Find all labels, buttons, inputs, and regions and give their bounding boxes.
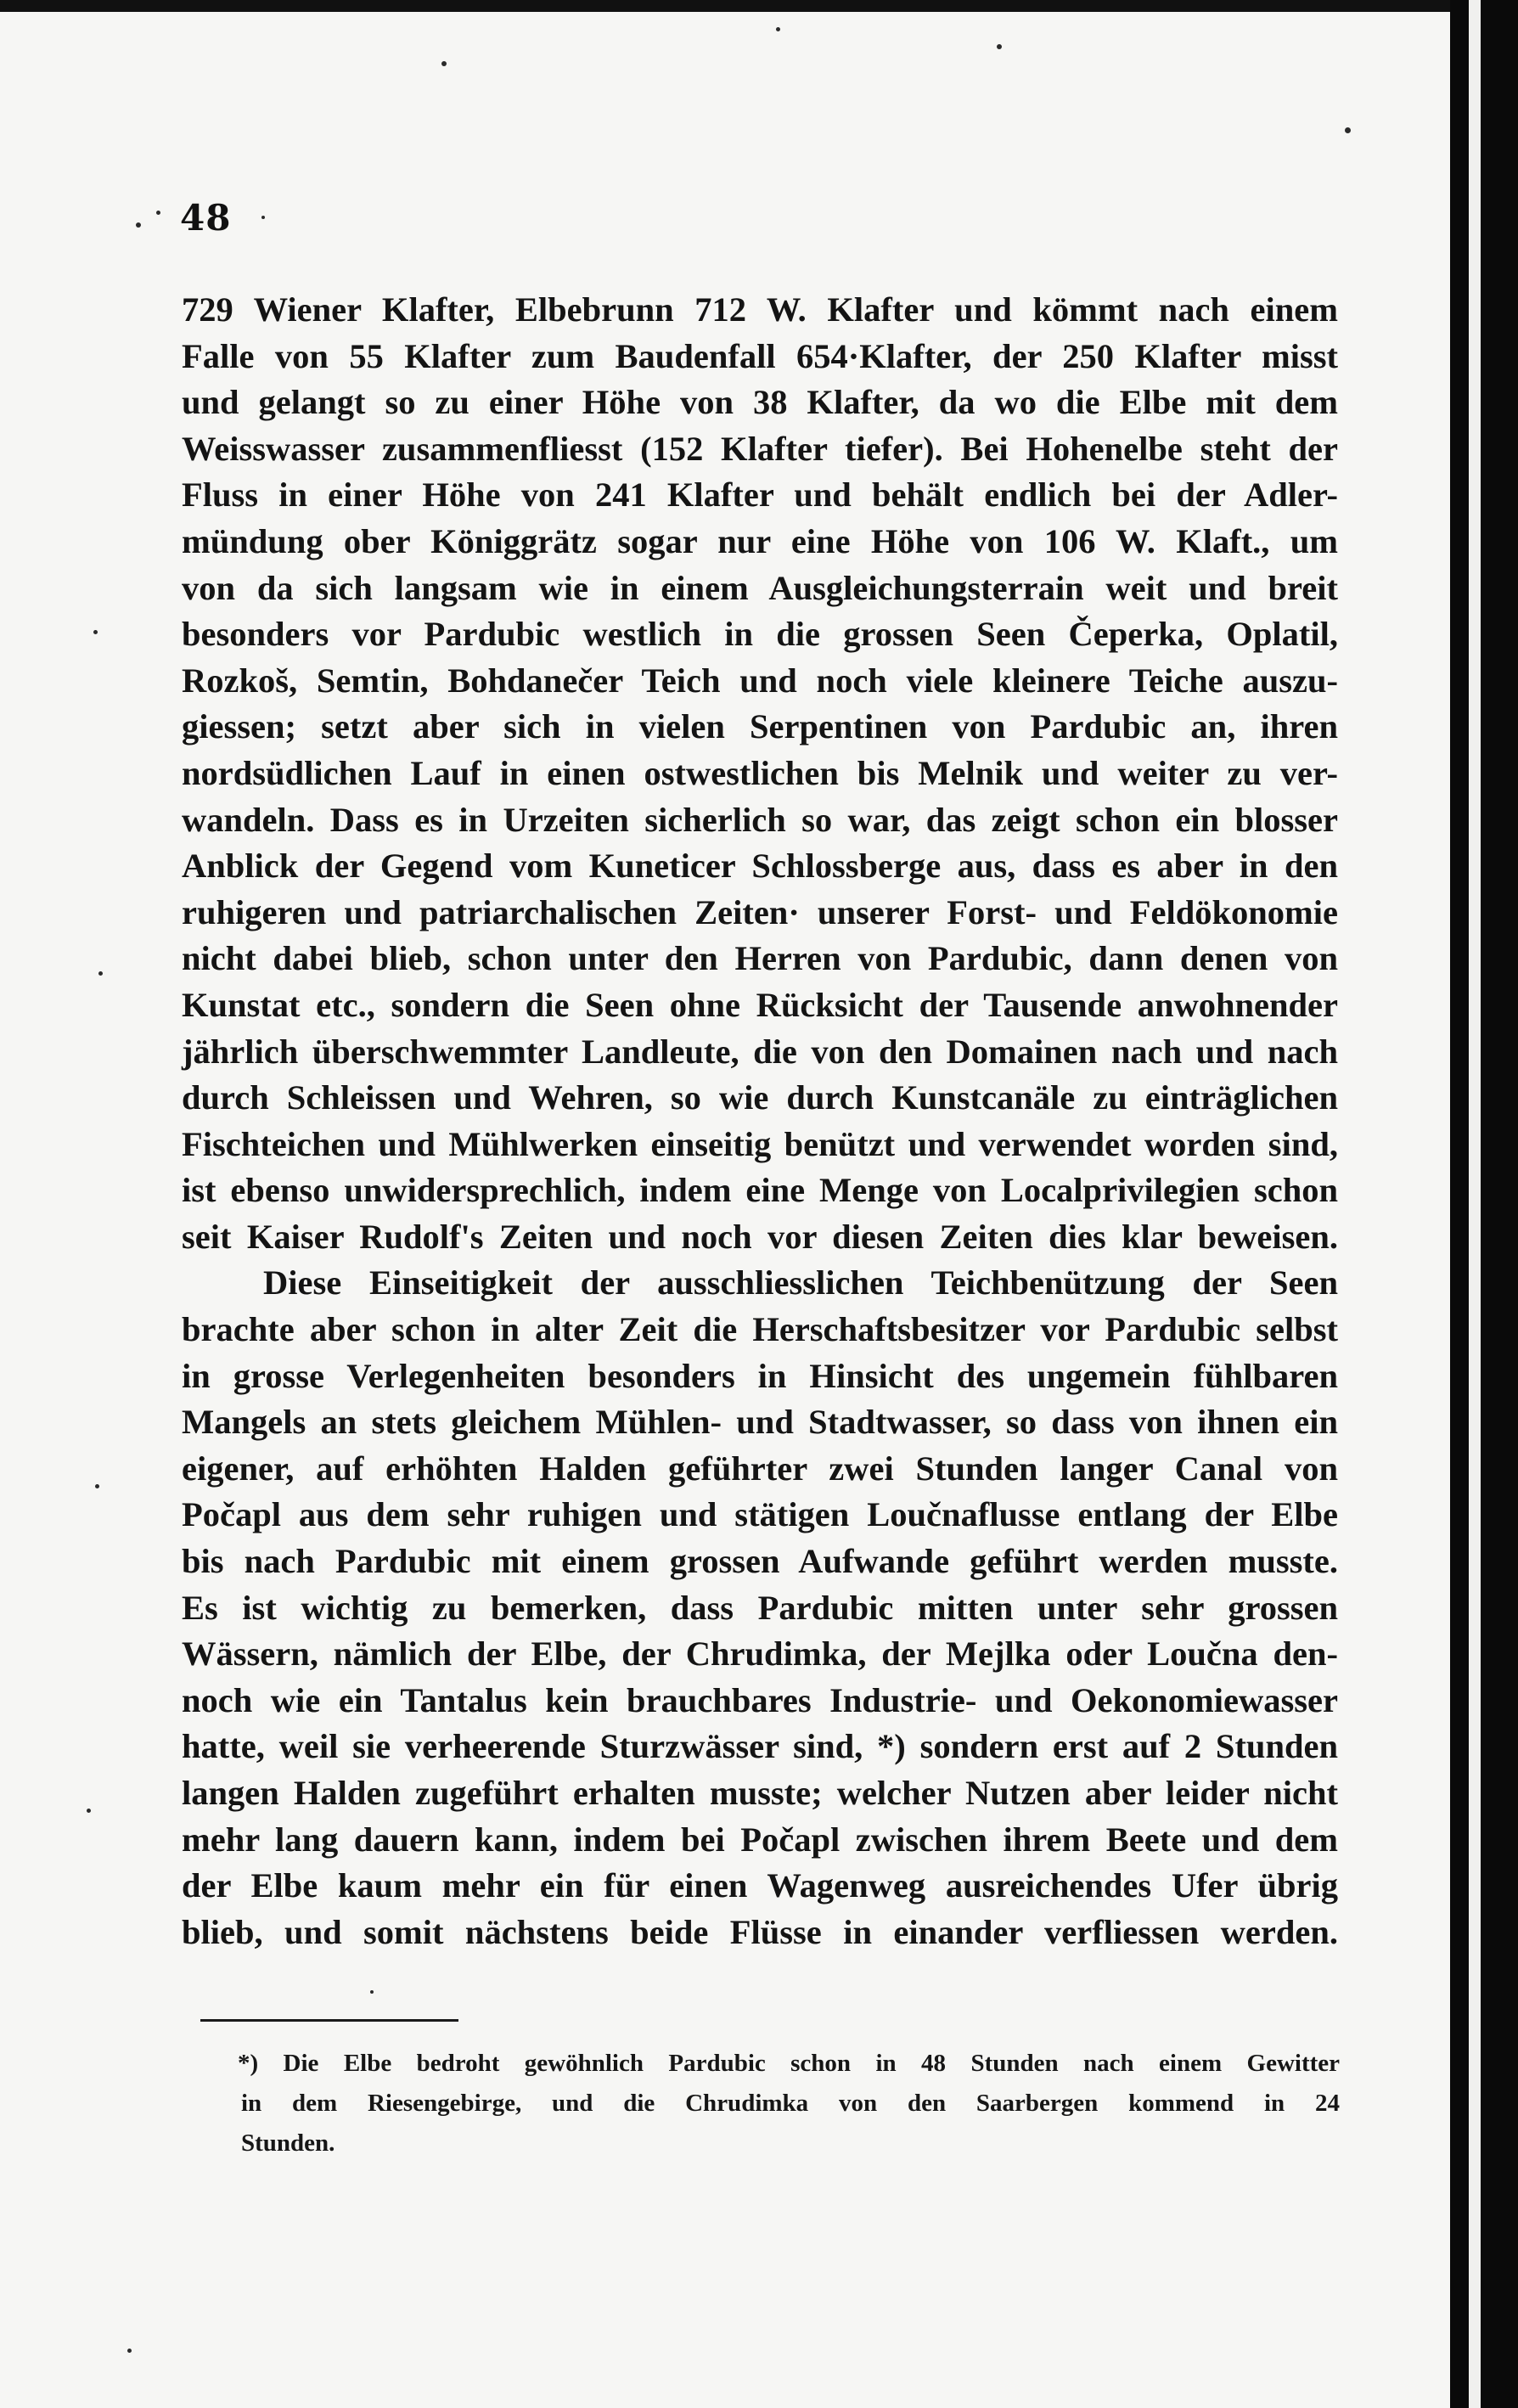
text-line: Fischteichen und Mühlwerken einseitig benützt und verwendet worden sind,: [182, 1124, 1338, 1163]
text-line: ist ebenso unwidersprechlich, indem eine Menge von Localprivilegien schon: [182, 1171, 1338, 1210]
text-line: Falle von 55 Klafter zum Baudenfall 654·Klafter, der 250 Klafter misst: [182, 336, 1338, 375]
scan-speck: [156, 211, 160, 215]
text-line: und gelangt so zu einer Höhe von 38 Klafter, da wo die Elbe mit dem: [182, 383, 1338, 422]
footnote-divider: [200, 2019, 458, 2022]
scan-speck: [93, 630, 98, 634]
text-line: der Elbe kaum mehr ein für einen Wagenweg ausreichendes Ufer übrig: [182, 1866, 1338, 1905]
scan-speck: [87, 1809, 91, 1813]
text-line: Weisswasser zusammenfliesst (152 Klafter tiefer). Bei Hohenelbe steht der: [182, 429, 1338, 468]
text-line: Anblick der Gegend vom Kuneticer Schlossberge aus, dass es aber in den: [182, 847, 1338, 886]
scan-right-border: [1450, 0, 1518, 2408]
footnote: [238, 2044, 1340, 2163]
footnote-line: in dem Riesengebirge, und die Chrudimka von den Saarbergen kommend in 24: [241, 2090, 1340, 2117]
text-line: hatte, weil sie verheerende Sturzwässer sind, *) sondern erst auf 2 Stunden: [182, 1727, 1338, 1766]
text-line: Kunstat etc., sondern die Seen ohne Rücksicht der Tausende anwohnender: [182, 985, 1338, 1024]
text-line: langen Halden zugeführt erhalten musste; welcher Nutzen aber leider nicht: [182, 1774, 1338, 1812]
text-line: jährlich überschwemmter Landleute, die von den Domainen nach und nach: [182, 1032, 1338, 1071]
text-line: wandeln. Dass es in Urzeiten sicherlich so war, das zeigt schon ein blosser: [182, 800, 1338, 839]
text-line: bis nach Pardubic mit einem grossen Aufwande geführt werden musste.: [182, 1542, 1338, 1581]
scan-top-border: [0, 0, 1518, 12]
scan-speck: [441, 61, 447, 66]
text-line: Wässern, nämlich der Elbe, der Chrudimka, der Mejlka oder Loučna den-: [182, 1634, 1338, 1674]
scan-speck: [997, 44, 1002, 49]
scan-speck: [261, 216, 265, 219]
text-line: mündung ober Königgrätz sogar nur eine Höhe von 106 W. Klaft., um: [182, 521, 1338, 560]
scan-speck: [127, 2349, 132, 2353]
scan-speck: [136, 222, 141, 228]
text-line: besonders vor Pardubic westlich in die grossen Seen Čeperka, Oplatil,: [182, 615, 1338, 654]
scan-speck: [95, 1484, 99, 1488]
text-line: blieb, und somit nächstens beide Flüsse in einander verfliessen werden.: [182, 1912, 1338, 1951]
scan-speck: [776, 27, 780, 31]
text-line: seit Kaiser Rudolf's Zeiten und noch vor diesen Zeiten dies klar beweisen.: [182, 1217, 1338, 1256]
text-line: von da sich langsam wie in einem Ausgleichungsterrain weit und breit: [182, 568, 1338, 607]
text-line: Mangels an stets gleichem Mühlen- und Stadtwasser, so dass von ihnen ein: [182, 1403, 1338, 1442]
text-line: giessen; setzt aber sich in vielen Serpentinen von Pardubic an, ihren: [182, 707, 1338, 746]
text-line: Počapl aus dem sehr ruhigen und stätigen Loučnaflusse entlang der Elbe: [182, 1495, 1338, 1534]
adjacent-page-edge: [1469, 0, 1481, 2408]
text-line: mehr lang dauern kann, indem bei Počapl zwischen ihrem Beete und dem: [182, 1820, 1338, 1859]
scan-speck: [370, 1990, 374, 1994]
text-line: nordsüdlichen Lauf in einen ostwestlichen bis Melnik und weiter zu ver-: [182, 753, 1338, 792]
text-line: 729 Wiener Klafter, Elbebrunn 712 W. Klafter und kömmt nach einem: [182, 290, 1338, 329]
footnote-line: *) Die Elbe bedroht gewöhnlich Pardubic schon in 48 Stunden nach einem Gewitter: [238, 2050, 1340, 2077]
text-line: Fluss in einer Höhe von 241 Klafter und behält endlich bei der Adler-: [182, 475, 1338, 515]
text-line: Es ist wichtig zu bemerken, dass Pardubic mitten unter sehr grossen: [182, 1588, 1338, 1627]
text-line: eigener, auf erhöhten Halden geführter zwei Stunden langer Canal von: [182, 1449, 1338, 1488]
paragraph-start-line: Diese Einseitigkeit der ausschliesslichen Teichbenützung der Seen: [263, 1263, 1338, 1302]
text-line: nicht dabei blieb, schon unter den Herren von Pardubic, dann denen von: [182, 939, 1338, 978]
text-line: brachte aber schon in alter Zeit die Herschaftsbesitzer vor Pardubic selbst: [182, 1310, 1338, 1349]
text-line: durch Schleissen und Wehren, so wie durch Kunstcanäle zu einträglichen: [182, 1078, 1338, 1117]
scan-speck: [1345, 127, 1351, 133]
main-text-block: [182, 287, 1338, 1955]
text-line: Rozkoš, Semtin, Bohdanečer Teich und noch viele kleinere Teiche auszu-: [182, 661, 1338, 700]
page-number: 48: [180, 197, 232, 239]
text-line: in grosse Verlegenheiten besonders in Hinsicht des ungemein fühlbaren: [182, 1356, 1338, 1395]
text-line: ruhigeren und patriarchalischen Zeiten· unserer Forst- und Feldökonomie: [182, 892, 1338, 931]
text-line: noch wie ein Tantalus kein brauchbares Industrie- und Oekonomiewasser: [182, 1680, 1338, 1719]
scan-speck: [98, 971, 103, 976]
footnote-line: Stunden.: [241, 2130, 335, 2157]
